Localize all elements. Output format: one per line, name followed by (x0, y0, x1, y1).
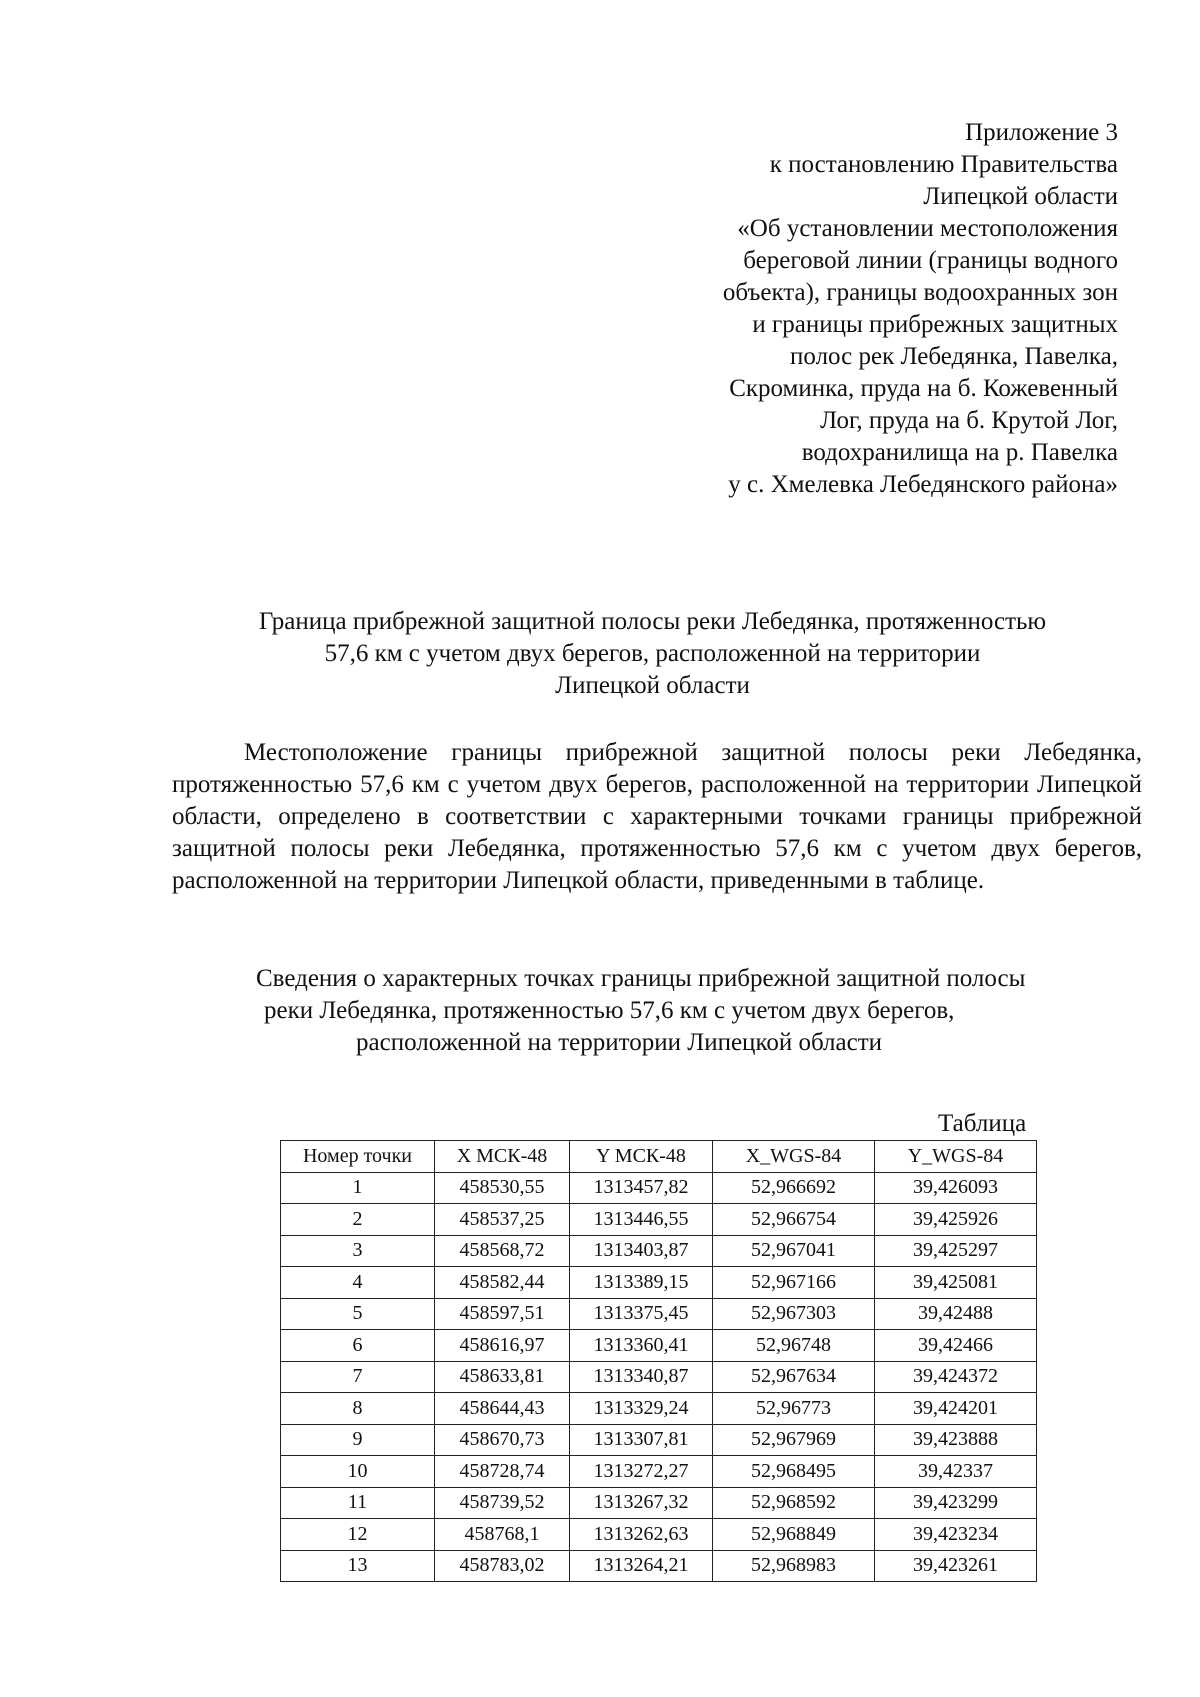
table-header-row (281, 1141, 1037, 1173)
cell-x-msk48: 458768,1 (435, 1519, 570, 1551)
table-row (281, 1204, 1037, 1236)
cell-y-wgs84: 39,424372 (875, 1361, 1037, 1393)
table-label: Таблица (938, 1110, 1027, 1137)
body-paragraph: Местоположение границы прибрежной защитной полосы реки Лебедянка, протяженностью 57,6 км с учетом двух берегов, расположенной на территории Липецкой области, определено в соответствии с характерными точками границы прибрежной защитной полосы реки Лебедянка, протяженностью 57,6 км с учетом двух берегов, расположенной на территории Липецкой области, приведенными в таблице. (172, 739, 1142, 894)
table-row (281, 1172, 1037, 1204)
caption-line: расположенной на территории Липецкой области (356, 1029, 883, 1056)
annex-line: «Об установлении местоположения (737, 215, 1118, 242)
cell-point-number: 6 (281, 1330, 435, 1362)
cell-x-wgs84: 52,967303 (713, 1298, 875, 1330)
cell-y-wgs84: 39,426093 (875, 1172, 1037, 1204)
cell-y-msk48: 1313375,45 (570, 1298, 713, 1330)
cell-y-wgs84: 39,423261 (875, 1550, 1037, 1582)
cell-y-wgs84: 39,423234 (875, 1519, 1037, 1551)
cell-x-wgs84: 52,967041 (713, 1235, 875, 1267)
cell-y-wgs84: 39,423299 (875, 1487, 1037, 1519)
cell-y-msk48: 1313272,27 (570, 1456, 713, 1488)
cell-y-msk48: 1313403,87 (570, 1235, 713, 1267)
cell-point-number: 7 (281, 1361, 435, 1393)
caption-line: реки Лебедянка, протяженностью 57,6 км с учетом двух берегов, (264, 997, 955, 1024)
annex-line: и границы прибрежных защитных (752, 311, 1118, 338)
cell-y-wgs84: 39,425926 (875, 1204, 1037, 1236)
table-row (281, 1361, 1037, 1393)
cell-y-msk48: 1313264,21 (570, 1550, 713, 1582)
cell-point-number: 8 (281, 1393, 435, 1425)
cell-y-wgs84: 39,425297 (875, 1235, 1037, 1267)
cell-x-msk48: 458644,43 (435, 1393, 570, 1425)
cell-point-number: 12 (281, 1519, 435, 1551)
header-y-wgs84: Y_WGS-84 (875, 1141, 1037, 1173)
cell-x-wgs84: 52,96748 (713, 1330, 875, 1362)
header-y-msk48: Y МСК-48 (570, 1141, 713, 1173)
title-line: Липецкой области (555, 672, 750, 699)
annex-line: объекта), границы водоохранных зон (722, 279, 1118, 306)
table-caption (160, 963, 1145, 1059)
cell-x-msk48: 458530,55 (435, 1172, 570, 1204)
cell-x-msk48: 458670,73 (435, 1424, 570, 1456)
cell-point-number: 1 (281, 1172, 435, 1204)
annex-line: водохранилища на р. Павелка (801, 439, 1118, 466)
cell-x-wgs84: 52,967969 (713, 1424, 875, 1456)
cell-y-wgs84: 39,424201 (875, 1393, 1037, 1425)
annex-line: Приложение 3 (965, 119, 1118, 146)
cell-y-wgs84: 39,425081 (875, 1267, 1037, 1299)
cell-y-wgs84: 39,42337 (875, 1456, 1037, 1488)
cell-point-number: 5 (281, 1298, 435, 1330)
cell-x-msk48: 458537,25 (435, 1204, 570, 1236)
cell-y-msk48: 1313267,32 (570, 1487, 713, 1519)
cell-x-wgs84: 52,967166 (713, 1267, 875, 1299)
cell-point-number: 13 (281, 1550, 435, 1582)
table-row (281, 1487, 1037, 1519)
cell-x-msk48: 458616,97 (435, 1330, 570, 1362)
title-line: 57,6 км с учетом двух берегов, расположенной на территории (324, 640, 981, 667)
table-row (281, 1424, 1037, 1456)
title-line: Граница прибрежной защитной полосы реки Лебедянка, протяженностью (258, 608, 1047, 635)
table-row (281, 1267, 1037, 1299)
cell-x-msk48: 458728,74 (435, 1456, 570, 1488)
table-row (281, 1330, 1037, 1362)
table-row (281, 1550, 1037, 1582)
cell-point-number: 4 (281, 1267, 435, 1299)
cell-x-wgs84: 52,968983 (713, 1550, 875, 1582)
annex-line: полос рек Лебедянка, Павелка, (790, 343, 1118, 370)
cell-y-wgs84: 39,423888 (875, 1424, 1037, 1456)
header-point-number: Номер точки (281, 1141, 435, 1173)
annex-line: Лог, пруда на б. Крутой Лог, (820, 407, 1118, 434)
cell-point-number: 10 (281, 1456, 435, 1488)
table-row (281, 1393, 1037, 1425)
cell-x-msk48: 458783,02 (435, 1550, 570, 1582)
annex-line: береговой линии (границы водного (743, 247, 1118, 274)
cell-point-number: 9 (281, 1424, 435, 1456)
document-title (160, 606, 1145, 702)
header-x-msk48: X МСК-48 (435, 1141, 570, 1173)
cell-x-msk48: 458739,52 (435, 1487, 570, 1519)
annex-line: Скроминка, пруда на б. Кожевенный (729, 375, 1118, 402)
cell-y-msk48: 1313389,15 (570, 1267, 713, 1299)
header-x-wgs84: X_WGS-84 (713, 1141, 875, 1173)
table-row (281, 1235, 1037, 1267)
caption-line: Сведения о характерных точках границы прибрежной защитной полосы (256, 965, 1026, 992)
cell-x-wgs84: 52,968849 (713, 1519, 875, 1551)
cell-x-wgs84: 52,966692 (713, 1172, 875, 1204)
cell-y-msk48: 1313262,63 (570, 1519, 713, 1551)
cell-x-wgs84: 52,96773 (713, 1393, 875, 1425)
annex-header (558, 117, 1118, 501)
cell-x-wgs84: 52,967634 (713, 1361, 875, 1393)
cell-y-wgs84: 39,42488 (875, 1298, 1037, 1330)
cell-x-msk48: 458597,51 (435, 1298, 570, 1330)
annex-line: у с. Хмелевка Лебедянского района» (728, 471, 1118, 498)
cell-y-msk48: 1313307,81 (570, 1424, 713, 1456)
cell-point-number: 3 (281, 1235, 435, 1267)
cell-y-msk48: 1313340,87 (570, 1361, 713, 1393)
cell-y-msk48: 1313329,24 (570, 1393, 713, 1425)
cell-y-wgs84: 39,42466 (875, 1330, 1037, 1362)
annex-line: Липецкой области (923, 183, 1118, 210)
cell-y-msk48: 1313446,55 (570, 1204, 713, 1236)
table-row (281, 1298, 1037, 1330)
cell-point-number: 2 (281, 1204, 435, 1236)
cell-x-msk48: 458633,81 (435, 1361, 570, 1393)
cell-point-number: 11 (281, 1487, 435, 1519)
cell-y-msk48: 1313360,41 (570, 1330, 713, 1362)
table-row (281, 1456, 1037, 1488)
table-row (281, 1519, 1037, 1551)
cell-y-msk48: 1313457,82 (570, 1172, 713, 1204)
cell-x-msk48: 458568,72 (435, 1235, 570, 1267)
annex-line: к постановлению Правительства (769, 151, 1118, 178)
cell-x-wgs84: 52,966754 (713, 1204, 875, 1236)
cell-x-wgs84: 52,968495 (713, 1456, 875, 1488)
cell-x-msk48: 458582,44 (435, 1267, 570, 1299)
points-table (280, 1140, 1037, 1582)
cell-x-wgs84: 52,968592 (713, 1487, 875, 1519)
